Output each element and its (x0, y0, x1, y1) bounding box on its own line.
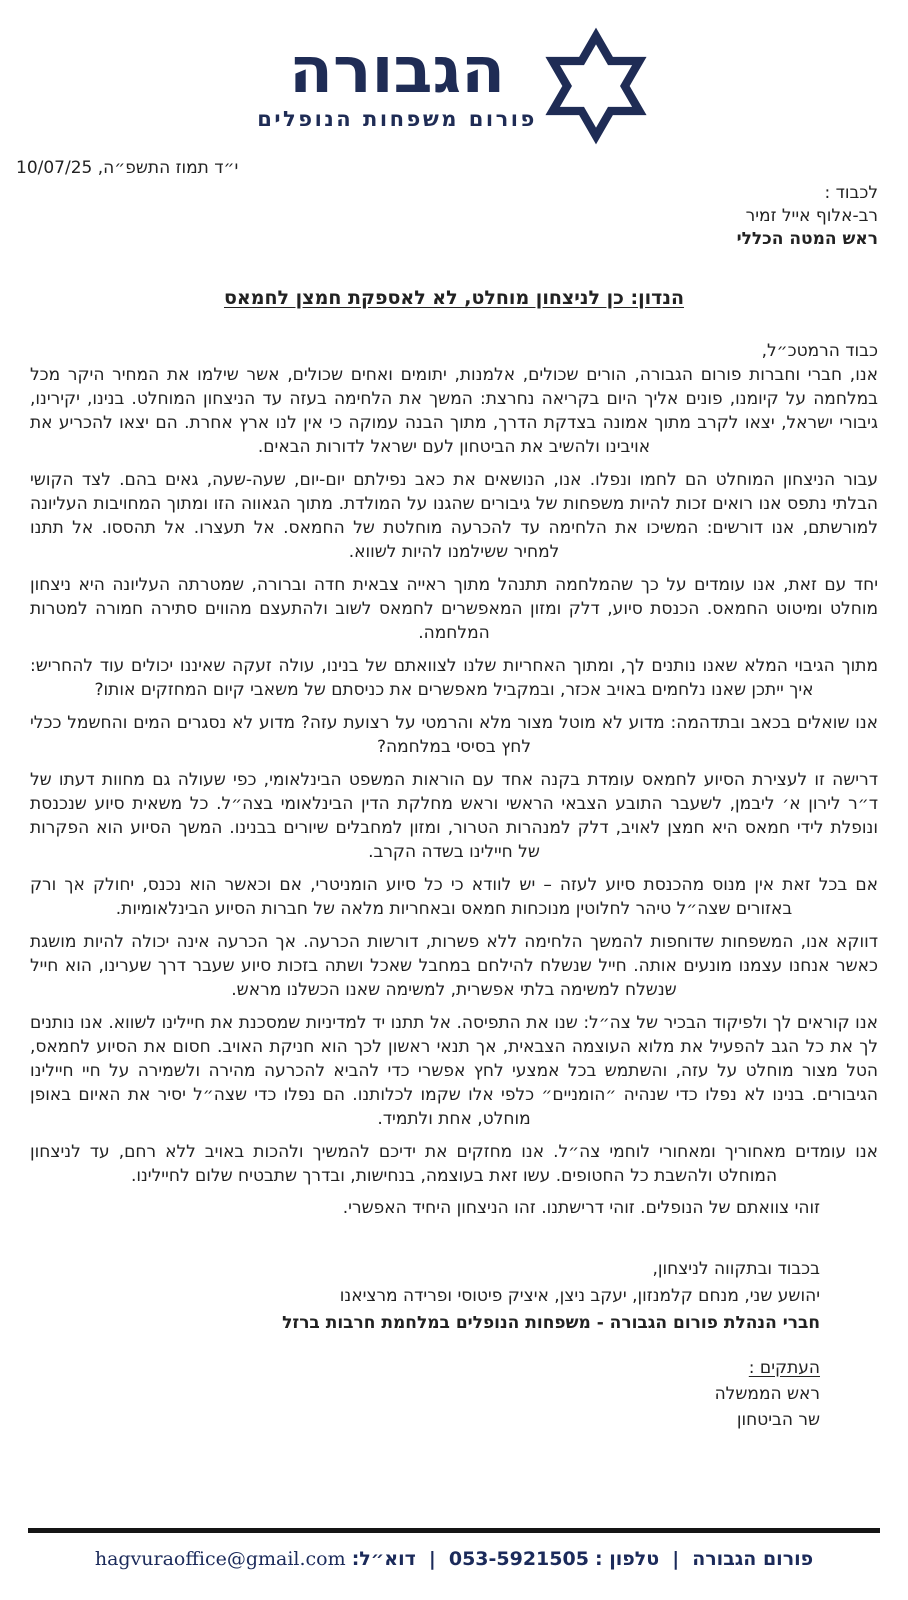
signature-names: יהושע שני, מנחם קלמנזון, יעקב ניצן, איציק פיטוסי ופרידה מרציאנו (339, 1286, 820, 1306)
body-paragraph: אנו קוראים לך ולפיקוד הבכיר של צה״ל: שנו את התפיסה. אל תתנו יד למדיניות שמסכנת את חיילינו לשווא. אנו נותנים לך את כל הגב להפעיל את מלוא העוצמה הצבאית, אך תנאי ראשון לכך הוא חניקת האויב. חסום את הסיוע לחמאס, הטל מצור מוחלט על עזה, והשתמש בכל אמצעי לחץ אפשרי כדי להביא להכרעה מהירה ולשמירה על חיי חיילינו הגיבורים. בנינו לא נפלו כדי שנהיה ״הומניים״ כלפי אלו שקמו לכלותנו. הם נפלו כדי שצה״ל יסיר את האיום באופן מוחלט, אחת ולתמיד. (30, 1013, 878, 1129)
signature-role: חברי הנהלת פורום הגבורה - משפחות הנופלים במלחמת חרבות ברזל (282, 1313, 820, 1333)
logo-title: הגבורה (288, 34, 506, 109)
footer-email-address: hagvuraoffice@gmail.com (94, 1548, 346, 1570)
footer-org-name: פורום הגבורה (692, 1548, 814, 1570)
copies-item: ראש הממשלה (714, 1384, 820, 1404)
body-paragraph: אנו שואלים בכאב ובתדהמה: מדוע לא מוטל מצור מלא והרמטי על רצועת עזה? מדוע לא נסגרים המים והחשמל ככלי לחץ בסיסי במלחמה? (30, 713, 878, 757)
body-paragraph: אנו עומדים מאחוריך ומאחורי לוחמי צה״ל. אנו מחזקים את ידיכם להמשיך ולהכות באויב ללא רחם, עד לניצחון המוחלט ולהשבת כל החטופים. עשו זאת בעוצמה, בנחישות, ובדרך שתבטיח שלום לחיילינו. (30, 1142, 878, 1186)
subject-line: הנדון: כן לניצחון מוחלט, לא לאספקת חמצן לחמאס (223, 287, 684, 309)
body-paragraph: יחד עם זאת, אנו עומדים על כך שהמלחמה תתנהל מתוך ראייה צבאית חדה וברורה, שמטרתה העליונה היא ניצחון מוחלט ומיטוט החמאס. הכנסת סיוע, דלק ומזון המאפשרים לחמאס לשוב ולהתעצם מהווים סתירה חמורה למטרות המלחמה. (30, 575, 878, 643)
footer-email-label: דוא״ל: (351, 1548, 416, 1570)
recipient-block (0, 178, 908, 251)
copies-block (0, 1355, 908, 1433)
body-paragraph: מתוך הגיבוי המלא שאנו נותנים לך, ומתוך האחריות שלנו לצוואתם של בנינו, עולה זעקה שאיננו יכולים עוד להחריש: איך ייתכן שאנו נלחמים באויב אכזר, ובמקביל מאפשרים את כניסתם של משאבי קיום המחזקים אותו? (30, 656, 878, 700)
salutation-opening: כבוד הרמטכ״ל, (761, 341, 878, 361)
date-line: י״ד תמוז התשפ״ה, 10/07/25 (16, 158, 239, 178)
recipient-role: ראש המטה הכללי (736, 229, 878, 249)
footer-separator: | (428, 1548, 436, 1570)
body-paragraph: אם בכל זאת אין מנוס מהכנסת סיוע לעזה – יש לוודא כי כל סיוע הומניטרי, אם וכאשר הוא נכנס, יחולק אך ורק באזורים שצה״ל טיהר לחלוטין מנוכחות חמאס ובאחריות מלאה של חברות הסיוע הבינלאומיות. (30, 875, 878, 919)
footer-separator: | (672, 1548, 680, 1570)
body-paragraph: אנו, חברי וחברות פורום הגבורה, הורים שכולים, אלמנות, יתומים ואחים שכולים, אשר שילמו את המחיר היקר מכל במלחמה על קיומנו, פונים אליך היום בקריאה נחרצת: המשך את הלחימה בעזה עד הניצחון המוחלט. בנינו, יקירינו, גיבורי ישראל, יצאו לקרב מתוך אמונה בצדקת הדרך, מתוך הבנה עמוקה כי אין לנו ארץ אחרת. הם יצאו להכריע את אויבינו ולהשיב את הביטחון לעם ישראל לדורות הבאים. (30, 365, 878, 457)
letter-body (0, 309, 908, 1188)
body-paragraph: דרישה זו לעצירת הסיוע לחמאס עומדת בקנה אחד עם הוראות המשפט הבינלאומי, כפי שעולה גם מחוות דעתו של ד״ר לירון א׳ ליבמן, לשעבר התובע הצבאי הראשי וראש מחלקת הדין הבינלאומי בצה״ל. כל משאית סיוע שנכנסת ונופלת לידי חמאס היא חמצן לאויב, דלק למנהרות הטרור, ומזון למחבלים שיורים בבנינו. המשך הסיוע הוא הפקרות של חיילינו בשדה הקרב. (30, 770, 878, 862)
body-paragraph: דווקא אנו, המשפחות שדוחפות להמשך הלחימה ללא פשרות, דורשות הכרעה. אך הכרעה אינה יכולה להיות מושגת כאשר אנחנו עצמנו מונעים אותה. חייל שנשלח להילחם במחבל שאכל ושתה בזכות סיוע שעבר דרך שערינו, הוא חייל שנשלח למשימה בלתי אפשרית, למשימה שאנו הכשלנו מראש. (30, 932, 878, 1000)
footer-phone-number: 053-5921505 (448, 1548, 589, 1570)
body-paragraph: עבור הניצחון המוחלט הם לחמו ונפלו. אנו, הנושאים את כאב נפילתם יום-יום, שעה-שעה, גאים בהם. לצד הקושי הבלתי נתפס אנו רואים זכות להיות משפחות של גיבורים שהגנו על המולדת. מתוך הגאווה הזו ומתוך המחויבות העליונה למורשתם, אנו דורשים: המשיכו את הלחימה עד להכרעה מוחלטת של החמאס. אל תעצרו. אל תהססו. אל תתנו למחיר ששילמנו להיות לשווא. (30, 470, 878, 562)
letter-footer (0, 1528, 908, 1600)
copies-heading: העתקים : (748, 1358, 820, 1378)
signature-block (0, 1256, 908, 1337)
logo-subtitle: פורום משפחות הנופלים (257, 106, 537, 131)
recipient-salutation: לכבוד : (824, 183, 878, 203)
recipient-name: רב-אלוף אייל זמיר (745, 206, 878, 226)
footer-divider (28, 1528, 880, 1533)
closing-statement: זוהי צוואתם של הנופלים. זוהי דרישתנו. זהו הניצחון היחיד האפשרי. (342, 1198, 820, 1218)
signature-greeting: בכבוד ובתקווה לניצחון, (652, 1259, 820, 1279)
logo-text (257, 34, 537, 131)
logo (0, 0, 908, 148)
star-of-david-icon (541, 24, 651, 148)
footer-contact-line (0, 1548, 908, 1570)
copies-item: שר הביטחון (736, 1410, 820, 1430)
footer-phone-label: טלפון : (594, 1548, 660, 1570)
